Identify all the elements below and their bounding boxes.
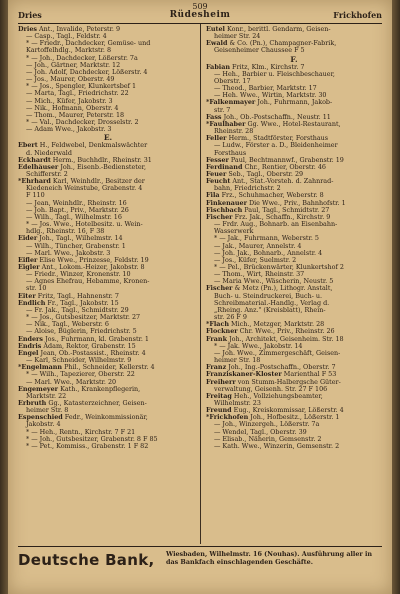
directory-entry: — Maria Wwe., Wäscherin, Neustr. 5 (214, 278, 334, 286)
directory-entry: Franz Joh., Ing.-Postschaffn., Oberstr. 7 (206, 364, 336, 372)
directory-entry: Schreibmaterial.-Handlg., Verlag d. (214, 299, 330, 307)
directory-entry: Espenschied Fedr., Weinkommissionär, (18, 414, 148, 422)
directory-entry: — Thom., Maurer, Peterstr. 18 (26, 111, 125, 119)
header-right-keyword: Frickhofen (333, 10, 382, 20)
directory-entry: — Marl. Wwe., Jakobstr. 3 (26, 249, 111, 257)
directory-entry: Edelhäuser Joh., Eisenb.-Bediensteter, (18, 163, 147, 171)
directory-entry: Endlich Fr., Tagl., Jakobstr. 15 (18, 299, 119, 307)
directory-entry: Rheinstr. 28 (214, 128, 254, 136)
section-letter: F. (290, 54, 298, 64)
directory-entry: Freiherr von Stumm-Halbergsche Güter- (206, 378, 341, 386)
directory-entry: F 110 (26, 192, 45, 200)
directory-entry: Ferdinand Chr., Rentier, Oberstr. 46 (206, 163, 326, 171)
directory-entry: Wilhelmstr. 23 (214, 399, 261, 407)
directory-entry: — Marta, Tagl., Friedrichstr. 22 (26, 90, 129, 98)
header-left-keyword: Dries (18, 10, 42, 20)
directory-entry: heimer Str. 18 (214, 357, 261, 365)
directory-entry: Kiedeneich Weinstube, Grabenstr. 4 (26, 185, 143, 193)
directory-entry: Eifler Elise Wwe., Prinzesse, Feldstr. 19 (18, 256, 149, 264)
directory-entry: — Kath. Wwe., Winzerin, Gemsenstr. 2 (214, 442, 340, 450)
directory-entry: „Rheing. Anz." (Kreisblatt), Rhein- (214, 306, 326, 314)
directory-entry: verwaltung, Geisenh. Str. 27 F 106 (214, 385, 328, 393)
binding-edge-left (0, 0, 8, 594)
directory-entry: Franziskaner-Kloster Marienthal F 53 (206, 371, 337, 379)
directory-entry: Eckhardt Herm., Buchhdlr., Rheinstr. 31 (18, 156, 152, 164)
section-letter: E. (103, 133, 113, 143)
directory-entry: heimer Str. 8 (26, 407, 69, 415)
directory-entry: — Nik., Tagl., Weberstr. 6 (26, 321, 109, 329)
directory-entry: * — Pel., Brückenwärter, Klunkertshof 2 (214, 264, 344, 271)
directory-entry: — Jean, Weinhdlr., Rheinstr. 16 (26, 199, 127, 207)
column-divider (200, 24, 201, 544)
directory-entry: * — Jos., Spengler, Klunkertsbef 1 (26, 83, 137, 91)
directory-entry: — Heh. Wwe., Wirtin, Marktstr. 30 (214, 92, 327, 100)
directory-entry: *Frickhofen Joh., Hofbesitz., Lößerstr. 1 (206, 414, 340, 422)
directory-entry: — Casp., Tagl., Feldstr. 4 (26, 33, 107, 41)
directory-entry: Ewald & Co. (Pn.), Champagner-Fabrik, (206, 40, 337, 48)
ad-title: Deutsche Bank, (18, 551, 155, 569)
directory-entry: — Joh., Winzergeh., Lößerstr. 7a (214, 421, 320, 429)
directory-entry: Frank Joh., Architekt, Geisenheim. Str. 18 (206, 335, 344, 343)
directory-entry: — Agnes Ehefrau, Hebamme, Kronen- (26, 278, 150, 286)
directory-entry: Fischbach Paul, Tagl., Schmidtstr. 27 (206, 206, 330, 214)
directory-entry: Schifferstr. 2 (26, 170, 68, 178)
directory-entry: Engel Jean, Ob.-Postassist., Rheinstr. 4 (18, 349, 146, 357)
directory-entry: — Jak., Maurer, Annelstr. 4 (214, 242, 302, 250)
directory-entry: — Fr. Jak., Tagl., Schmidtstr. 29 (26, 306, 129, 314)
directory-entry: Endris Adam, Rektor, Grabenstr. 15 (18, 342, 136, 350)
directory-entry: — Jos., Maurer, Oberstr. 49 (26, 76, 115, 84)
directory-entry: — Karl, Schneider, Wilhelmstr. 9 (26, 357, 132, 365)
directory-entry: Fass Joh., Ob.-Postschaffn., Neustr. 11 (206, 113, 331, 121)
directory-entry: Fabian Fritz, Klm., Kirchstr. 7 (206, 63, 305, 71)
directory-entry: Marktstr. 22 (26, 392, 67, 400)
directory-entry: Fischer & Metz (Pn.), Lithogr. Anstalt, (206, 285, 333, 293)
directory-entry: *Faulhaber Gg. Wwe., Hotel-Restaurant, (206, 120, 341, 128)
directory-entry: Erbruth Gg., Katasterzeichner, Geisen- (18, 399, 147, 407)
directory-entry: Buch- u. Steindruckerei, Buch- u. (214, 292, 323, 300)
directory-entry: hdlg., Rheinstr. 16, F 38 (26, 228, 105, 236)
directory-entry: Geisenheimer Chaussee F 5 (214, 47, 305, 55)
directory-entry: Fesser Paul, Bechtmannwf., Grabenstr. 19 (206, 156, 344, 164)
directory-entry: Fischer Frz. Jak., Schaffn., Kirchstr. 9 (206, 213, 331, 221)
directory-entry: — Joh. Adolf, Dachdecker, Lößerstr. 4 (26, 68, 148, 76)
directory-entry: d. Niederwald (26, 149, 72, 157)
directory-entry: str. 26 F 9 (214, 314, 247, 322)
right-column (206, 26, 382, 450)
directory-entry: — Heh., Barbier u. Fleischbeschauer, (214, 70, 335, 78)
directory-entry: Jakobstr. 4 (26, 421, 61, 429)
directory-entry: — Nik., Hofmann, Oberstr. 4 (26, 104, 119, 112)
directory-entry: *Engelmann Phil., Schneider, Kellerstr. 4 (18, 364, 155, 372)
directory-entry: *Ehrhard Karl, Weinhdlr., Besitzer der (18, 178, 145, 186)
directory-entry: * — Jak. Wwe., Jakobstr. 14 (214, 342, 303, 350)
directory-entry: — Wilh., Tagl., Wilhelmstr. 16 (26, 213, 122, 221)
directory-entry: Fila Frz., Schuhmacher, Weberstr. 8 (206, 192, 324, 200)
running-header (18, 10, 382, 22)
directory-entry: — Theod., Barbier, Marktstr. 17 (214, 85, 317, 93)
directory-entry: *Falkenmayer Joh., Fuhrmann, Jakob- (206, 99, 333, 107)
directory-entry: * — Jos., Gutsbesitzer, Marktstr. 27 (26, 314, 141, 322)
directory-entry: Finkenauer Die Wwe., Priv., Bahnhofstr. 1 (206, 199, 346, 207)
directory-entry: — Joh. Jak., Bohnarb., Annelstr. 4 (214, 249, 323, 257)
directory-entry: — Mich., Küfer, Jakobstr. 3 (26, 97, 113, 105)
directory-entry: Feucht Ant., Stat.-Vorsteh. d. Zahnrad- (206, 178, 334, 186)
directory-entry: Kartoffelhdlg., Marktstr. 8 (26, 47, 112, 55)
directory-entry: Eigler Ant., Lokom.-Heizer, Jakobstr. 8 (18, 264, 145, 271)
directory-entry: str. 10 (26, 285, 47, 293)
directory-entry: Feuer Seb., Tagl., Oberstr. 29 (206, 170, 304, 178)
directory-entry: Eider Joh., Tagl., Wilhelmstr. 14 (18, 235, 123, 243)
advertisement (18, 546, 382, 573)
directory-entry: * — Joh., Gutsbesitzer, Grabenstr. 8 F 85 (26, 435, 158, 443)
page-number: 509 (192, 2, 208, 11)
directory-entry: — Wendel, Tagl., Oberstr. 39 (214, 428, 307, 436)
directory-entry: Freitag Heh., Vollziehungsbeamter, (206, 392, 323, 400)
directory-entry: — Friedr., Winzer, Kronenstr. 10 (26, 271, 131, 279)
directory-entry: — Joh. Bapt., Priv., Marktstr. 26 (26, 206, 129, 214)
directory-entry: — Joh. Wwe., Zimmergeschäft, Geisen- (214, 349, 341, 357)
directory-entry: Forsthaus (214, 149, 247, 157)
directory-entry: * — Jos. Wwe., Hotelbesitz. u. Wein- (26, 221, 143, 229)
directory-entry: * — Pet., Kommiss., Grabenstr. 1 F 82 (26, 442, 149, 450)
directory-entry: Wasserwerk (214, 228, 254, 236)
directory-entry: *Flach Mich., Metzger, Marktstr. 28 (206, 321, 325, 329)
directory-entry: Flockner Chr. Wwe., Priv., Rheinstr. 26 (206, 328, 335, 336)
directory-entry: Engemeyer Kath., Krankenpflegerin, (18, 385, 141, 393)
directory-entry: * — Val., Dachdecker, Drosselstr. 2 (26, 119, 139, 127)
ad-text: Wiesbaden, Wilhelmstr. 16 (Nouhas). Ausführung aller in das Bankfach einschlagenden Geschäfte. (166, 550, 373, 566)
header-town: Rüdesheim (169, 10, 231, 20)
directory-entry: bahn, Friedrichstr. 2 (214, 185, 281, 193)
directory-entry: Eiter Fritz, Tagl., Hahnenstr. 7 (18, 292, 119, 300)
directory-entry: Enders Jos., Fuhrmann, kl. Grabenstr. 1 (18, 335, 149, 343)
binding-edge-right (392, 0, 400, 594)
directory-entry: — Frdr. Aug., Bohnarb. an Eisenbahn- (214, 221, 338, 229)
directory-entry: — Thom., Wirt, Rheinstr. 37 (214, 271, 305, 279)
directory-entry: — Ludw., Förster a. D., Bleidenheimer (214, 142, 338, 150)
directory-entry: Oberstr. 17 (214, 77, 251, 85)
directory-entry: — Elisab., Näherin, Gemsenstr. 2 (214, 435, 322, 443)
directory-page (8, 0, 392, 594)
directory-entry: Feller Herm., Stadtförster, Forsthaus (206, 135, 329, 143)
directory-entry: Dries Ant., Invalide, Peterstr. 9 (18, 26, 121, 33)
directory-entry: — Wilh., Tüncher, Grabenstr. 1 (26, 242, 126, 250)
directory-entry: Ebert H., Feldwebel, Denkmalswächter (18, 142, 148, 150)
directory-entry: * — Heh., Rentn., Kirchstr. 7 F 21 (26, 428, 136, 436)
directory-entry: * — Wilh., Tapezierer, Oberstr. 22 (26, 371, 135, 379)
directory-entry: * — Joh., Dachdecker, Lößerstr. 7a (26, 54, 138, 62)
directory-entry: Freund Eug., Kreiskommissar, Lößerstr. 4 (206, 407, 344, 415)
directory-entry: — Joh., Gärtner, Marktstr. 12 (26, 61, 121, 69)
directory-entry: heimer Str. 24 (214, 33, 261, 41)
directory-entry: str. 7 (214, 106, 231, 114)
left-column (18, 26, 198, 450)
directory-entry: — Adam Wwe., Jakobstr. 3 (26, 126, 112, 134)
directory-entry: * — Friedr., Dachdecker, Gemüse- und (26, 40, 151, 48)
directory-entry: — Aloise, Büglerin, Friedrichstr. 5 (26, 328, 137, 336)
directory-entry: Eutel Konr., berittl. Gendarm, Geisen- (206, 26, 331, 33)
directory-entry: * — Jak., Fuhrmann, Weberstr. 5 (214, 235, 319, 243)
directory-entry: — Jos., Küfer, Suelmstr. 2 (214, 256, 297, 264)
directory-entry: — Marl. Wwe., Marktstr. 20 (26, 378, 117, 386)
